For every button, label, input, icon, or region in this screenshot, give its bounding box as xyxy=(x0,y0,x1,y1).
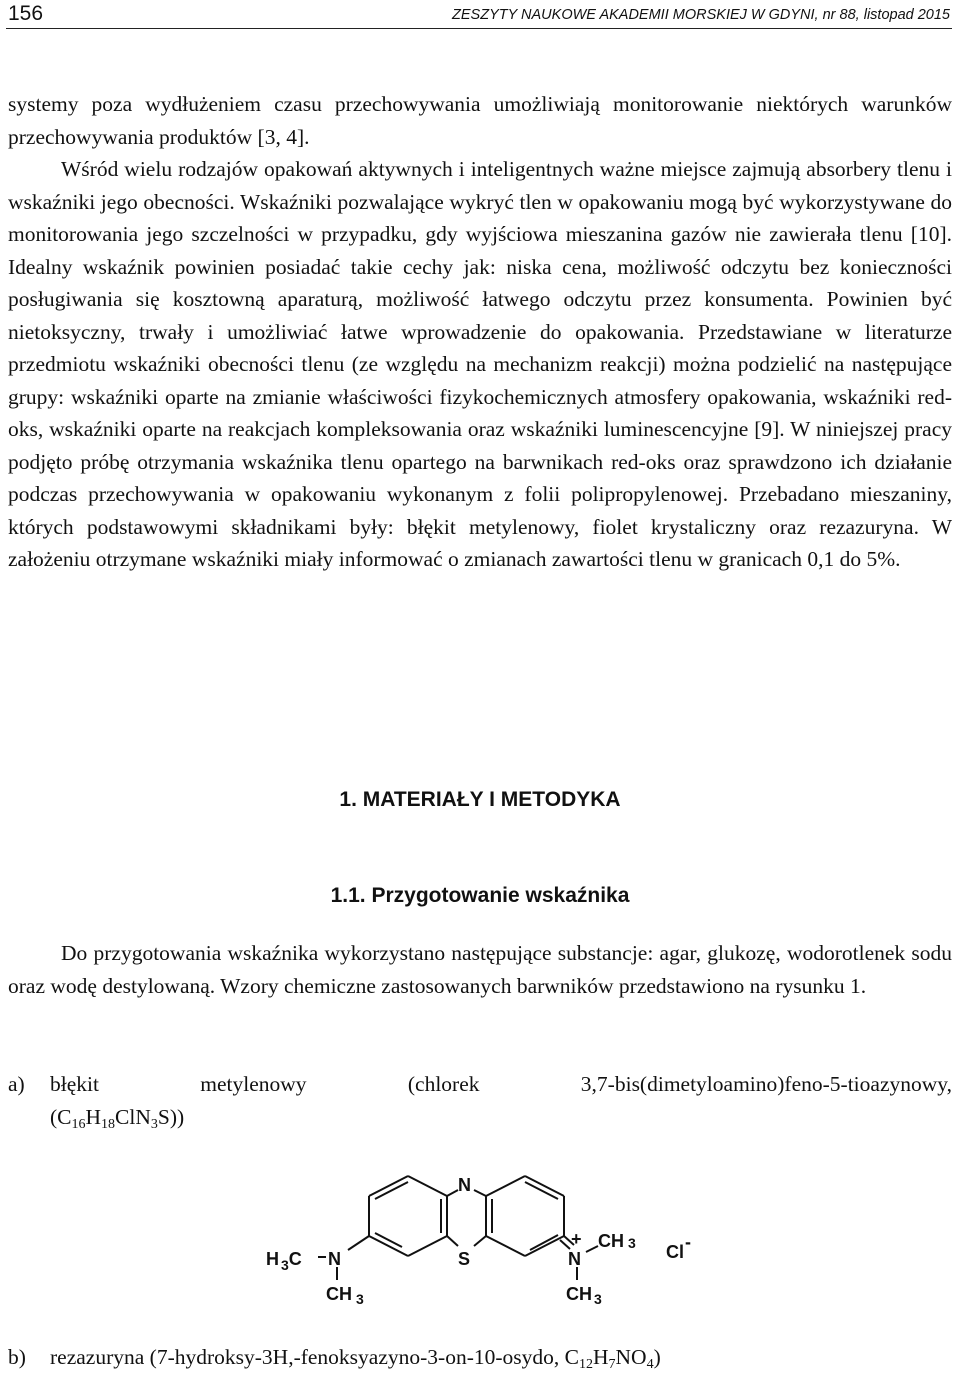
section-heading-materials: 1. MATERIAŁY I METODYKA xyxy=(339,788,621,811)
atom-n-left: N xyxy=(328,1249,341,1269)
list-item-b xyxy=(8,1341,952,1374)
charge-plus: + xyxy=(571,1229,582,1249)
bond xyxy=(447,1236,458,1246)
journal-title: ZESZYTY NAUKOWE AKADEMII MORSKIEJ W GDYNI, nr 88, listopad 2015 xyxy=(452,7,950,23)
page-number: 156 xyxy=(8,2,44,25)
list-item-a xyxy=(8,1068,952,1133)
preparation-paragraph: Do przygotowania wskaźnika wykorzystano następujące substancje: agar, glukozę, wodorotlenek sodu oraz wodę destylowaną. Wzory chemiczne zastosowanych barwników przedstawiono na rysunku 1. xyxy=(8,941,952,998)
bond-double xyxy=(530,1235,558,1250)
bond xyxy=(408,1176,447,1196)
atom-left-methyl: H $_3$C xyxy=(266,1249,302,1273)
bond xyxy=(408,1236,447,1256)
atom-bottom-left-methyl: CH $_3$ xyxy=(326,1284,364,1305)
intro-paragraph-continuation: systemy poza wydłużeniem czasu przechowywania umożliwiają monitorowanie niektórych warunków przechowywania produktów [3, 4]. xyxy=(8,92,952,149)
intro-paragraph: Wśród wielu rodzajów opakowań aktywnych i inteligentnych ważne miejsce zajmują absorbery tlenu i wskaźniki jego obecności. Wskaźniki pozwalające wykryć tlen w opakowaniu mogą być wykorzystywane do monitorowania jego szczelności w przypadku, gdy wyjściowa mieszanina gazów nie zawierała tlenu [10]. Idealny wskaźnik powinien posiadać takie cechy jak: niska cena, możliwość odczytu bez konieczności posługiwania się kosztowną aparaturą, możliwość łatwego odczytu przez konsumenta. Powinien być nietoksyczny, trwały i umożliwiać łatwe wprowadzenie do opakowania. Przedstawiane w literaturze przedmiotu wskaźniki obecności tlenu (ze względu na mechanizm reakcji) można podzielić na następujące grupy: wskaźniki oparte na zmianie właściwości fizykochemicznych atmosfery opakowania, wskaźniki red-oks, wskaźniki oparte na reakcjach kompleksowania oraz wskaźniki luminescencyjne [9]. W niniejszej pracy podjęto próbę otrzymania wskaźnika tlenu opartego na barwnikach red-oks oraz sprawdzono ich działanie podczas przechowywania w opakowaniu wykonanym z folii polipropylenowej. Przebadano mieszaniny, których podstawowymi składnikami były: błękit metylenowy, fiolet krystaliczny oraz rezazuryna. W założeniu otrzymane wskaźniki miały informować o zmianach zawartości tlenu w granicach 0,1 do 5%. xyxy=(8,157,952,571)
bond xyxy=(474,1236,486,1246)
bond xyxy=(525,1236,564,1256)
atom-n-ring: N xyxy=(458,1175,471,1195)
methylene-blue-formula: $(C_{16}H_{18}ClN_3S)$) xyxy=(50,1104,185,1132)
bond xyxy=(486,1176,525,1196)
atom-n-right: N xyxy=(568,1249,581,1269)
resazurin-name: rezazuryna (7-hydroksy-3H,-fenoksyazyno-3-on-10-osydo, $C_{12}H_7NO_4$) xyxy=(50,1345,661,1372)
chloride-ion: Cl- xyxy=(666,1232,691,1262)
atom-bottom-right-methyl: CH $_3$ xyxy=(566,1284,602,1305)
bond xyxy=(486,1236,525,1256)
atom-right-methyl: CH 3 xyxy=(598,1231,636,1251)
bond xyxy=(348,1236,369,1250)
atom-s: S xyxy=(458,1249,471,1269)
bond xyxy=(586,1246,598,1252)
intro-text xyxy=(8,88,952,576)
methylene-blue-structure xyxy=(262,1170,722,1305)
bond xyxy=(447,1190,458,1196)
list-label-b: b) xyxy=(8,1345,26,1369)
methylene-blue-name: błękit metylenowy (chlorek 3,7-bis(dimetyloamino)feno-5-tioazynowy, xyxy=(50,1072,952,1096)
subsection-heading-preparation: 1.1. Przygotowanie wskaźnika xyxy=(330,884,630,907)
bond xyxy=(474,1190,486,1196)
running-header xyxy=(6,0,952,29)
list-label-a: a) xyxy=(8,1072,25,1096)
